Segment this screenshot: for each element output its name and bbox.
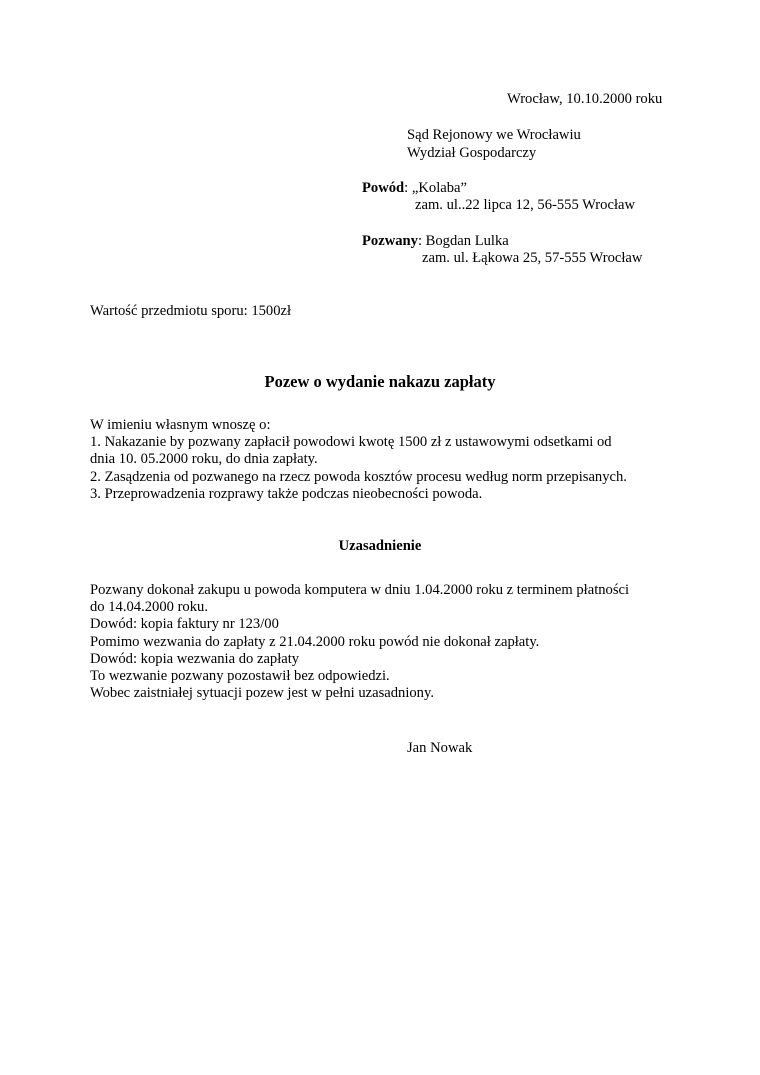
justification-line: Pomimo wezwania do zapłaty z 21.04.2000 roku powód nie dokonał zapłaty.	[90, 633, 540, 650]
defendant-address: zam. ul. Łąkowa 25, 57-555 Wrocław	[422, 250, 643, 266]
plaintiff-label: Powód	[362, 180, 405, 196]
justification-line: do 14.04.2000 roku.	[90, 599, 208, 616]
dispute-value: Wartość przedmiotu sporu: 1500zł	[90, 303, 292, 319]
document-title: Pozew o wydanie nakazu zapłaty	[264, 372, 496, 391]
request-line: W imieniu własnym wnoszę o:	[90, 417, 271, 433]
plaintiff-address: zam. ul..22 lipca 12, 56-555 Wrocław	[415, 197, 636, 213]
justification-line: Dowód: kopia wezwania do zapłaty	[90, 650, 300, 667]
justification-line: Wobec zaistniałej sytuacji pozew jest w pełni uzasadniony.	[90, 685, 434, 702]
plaintiff-line	[362, 180, 467, 197]
plaintiff-name: : „Kolaba”	[404, 180, 467, 196]
justification-block	[90, 582, 629, 702]
justification-title: Uzasadnienie	[338, 538, 422, 554]
request-line: 3. Przeprowadzenia rozprawy także podczas nieobecności powoda.	[90, 485, 483, 502]
defendant-label: Pozwany	[362, 233, 418, 249]
signature: Jan Nowak	[407, 740, 473, 756]
justification-line: To wezwanie pozwany pozostawił bez odpowiedzi.	[90, 668, 390, 685]
court-name: Sąd Rejonowy we Wrocławiu	[407, 127, 581, 143]
place-date: Wrocław, 10.10.2000 roku	[507, 91, 663, 107]
court-division: Wydział Gospodarczy	[407, 145, 537, 161]
defendant-name: : Bogdan Lulka	[417, 233, 509, 249]
request-line: 1. Nakazanie by pozwany zapłacił powodowi kwotę 1500 zł z ustawowymi odsetkami od	[90, 434, 612, 451]
defendant-line	[362, 233, 509, 250]
justification-line: Dowód: kopia faktury nr 123/00	[90, 616, 279, 633]
request-line: dnia 10. 05.2000 roku, do dnia zapłaty.	[90, 451, 318, 468]
requests-block	[90, 417, 627, 503]
justification-line: Pozwany dokonał zakupu u powoda komputera w dniu 1.04.2000 roku z terminem płatności	[90, 582, 630, 598]
request-line: 2. Zasądzenia od pozwanego na rzecz powoda kosztów procesu według norm przepisanych.	[90, 468, 627, 485]
